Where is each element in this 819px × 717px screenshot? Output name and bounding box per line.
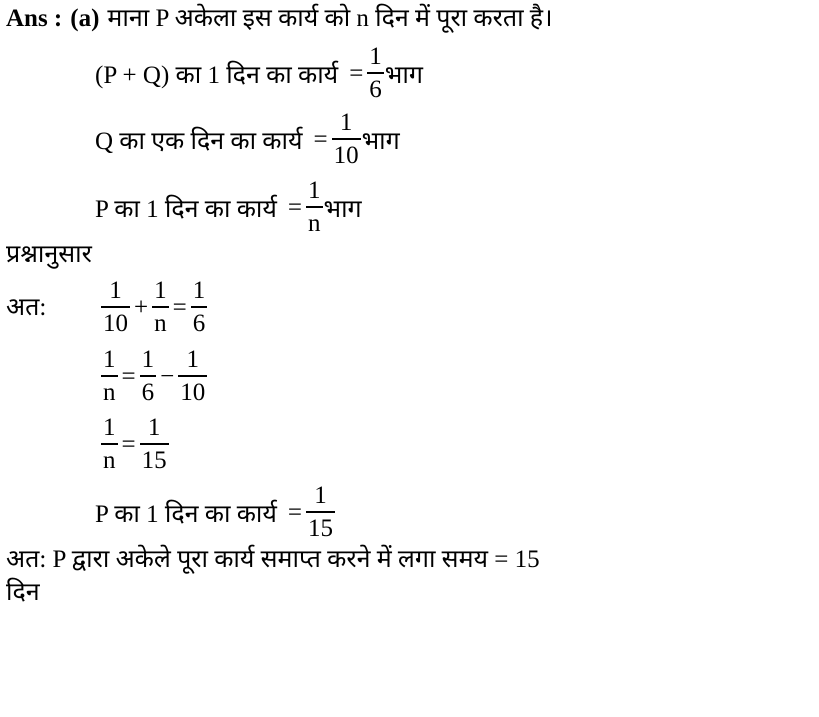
step2-equals: = [121,362,136,390]
p-result-equals: = [287,498,302,526]
step1-fraction-c [191,276,208,340]
step3-a-numerator: 1 [103,414,116,441]
step2-equation [100,345,208,409]
pq-work-numerator: 1 [369,43,382,70]
q-work-denominator: 10 [333,141,359,169]
step3-fraction-b [140,413,169,477]
step2-c-numerator: 1 [186,346,199,373]
step2-c-denominator: 10 [180,378,206,406]
p-result-row [95,481,336,545]
p-work-fraction [306,176,323,240]
step2-a-denominator: n [103,378,116,406]
p-result-fraction [306,481,335,545]
step2-a-numerator: 1 [103,346,116,373]
p-result-label: P का 1 दिन का कार्य [95,500,277,528]
step1-a-denominator: 10 [103,309,128,337]
answer-line [6,4,553,34]
pq-work-label: (P + Q) का 1 दिन का कार्य [95,61,339,89]
step3-fraction-a [101,413,118,477]
according-heading [6,240,92,270]
pq-work-denominator: 6 [369,75,382,103]
answer-option: (a) [70,5,100,32]
p-work-numerator: 1 [308,177,321,204]
q-work-unit: भाग [361,127,400,155]
step2-b-denominator: 6 [141,378,155,406]
conclusion-line-2 [6,578,40,608]
answer-intro: माना P अकेला इस कार्य को n दिन में पूरा करता है। [107,5,553,32]
step3-equals: = [121,430,136,458]
therefore-label: अत: [6,294,47,321]
q-work-row [95,108,400,172]
step1-c-numerator: 1 [192,277,206,304]
step1-a-numerator: 1 [109,277,122,304]
p-work-row [95,176,362,240]
therefore-heading [6,293,46,323]
q-work-label: Q का एक दिन का कार्य [95,127,303,155]
step2-minus: − [160,362,175,390]
p-work-equals: = [287,193,302,221]
step3-b-denominator: 15 [141,446,167,474]
step1-c-denominator: 6 [192,309,206,337]
pq-work-fraction [367,42,384,106]
p-result-numerator: 1 [314,482,327,509]
q-work-fraction [332,108,361,172]
p-work-label: P का 1 दिन का कार्य [95,195,277,223]
step1-plus: + [134,293,149,321]
answer-label: Ans : [6,5,63,32]
according-label: प्रश्नानुसार [6,241,92,268]
step3-b-numerator: 1 [147,414,161,441]
pq-work-row [95,42,423,106]
pq-work-equals: = [349,59,364,87]
step2-b-numerator: 1 [141,346,155,373]
step3-equation [100,413,170,477]
p-result-denominator: 15 [308,514,333,542]
q-work-numerator: 1 [339,109,353,136]
conclusion-text: अत: P द्वारा अकेले पूरा कार्य समाप्त करने में लगा समय = 15 [6,546,540,573]
step1-fraction-a [101,276,130,340]
step1-equation [100,276,208,340]
step1-b-numerator: 1 [154,277,167,304]
step2-fraction-a [101,345,118,409]
step1-fraction-b [152,276,169,340]
conclusion-unit: दिन [6,579,40,606]
conclusion-line-1 [6,545,540,575]
pq-work-unit: भाग [384,61,423,89]
step3-a-denominator: n [103,446,116,474]
step1-b-denominator: n [154,309,167,337]
p-work-denominator: n [308,209,321,237]
p-work-unit: भाग [323,195,362,223]
step1-equals: = [172,293,187,321]
step2-fraction-c [178,345,207,409]
step2-fraction-b [140,345,157,409]
q-work-equals: = [313,125,328,153]
